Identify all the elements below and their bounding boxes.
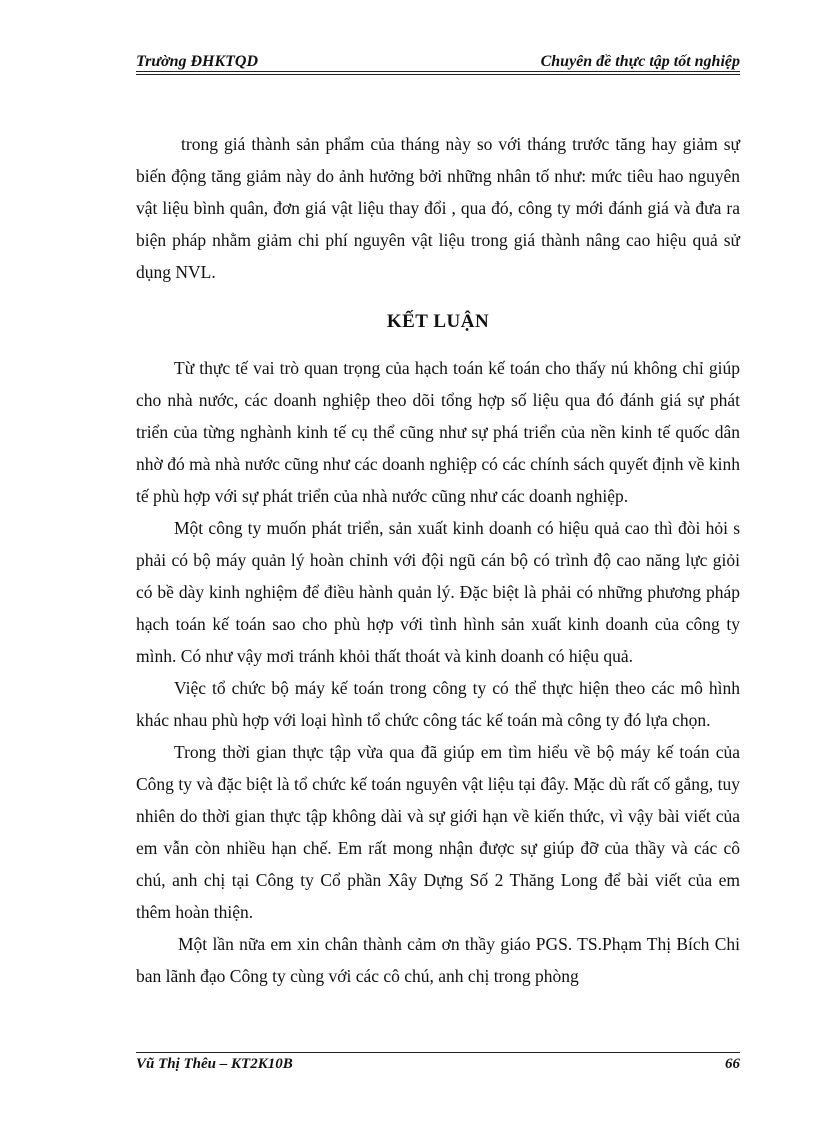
footer-author: Vũ Thị Thêu – KT2K10B [136, 1056, 293, 1072]
page-content [136, 128, 740, 992]
closing-paragraph: Một lần nữa em xin chân thành cảm ơn thầy giáo PGS. TS.Phạm Thị Bích Chi ban lãnh đạo Công ty cùng với các cô chú, anh chị trong phòng [136, 934, 740, 986]
header-divider [136, 71, 740, 75]
header-school: Trường ĐHKTQD [136, 53, 259, 70]
page-footer [136, 1056, 740, 1073]
paragraph-3: Việc tổ chức bộ máy kế toán trong công ty có thể thực hiện theo các mô hình khác nhau phù hợp với loại hình tổ chức công tác kế toán mà công ty đó lựa chọn. [136, 678, 740, 730]
footer-divider [136, 1052, 740, 1053]
paragraph-1: Từ thực tế vai trò quan trọng của hạch toán kế toán cho thấy nú không chỉ giúp cho nhà nước, các doanh nghiệp theo dõi tổng hợp số liệu qua đó đánh giá sự phát triển của từng nghành kinh tế cụ thể cũng như sự phá triển của nền kinh tế quốc dân nhờ đó mà nhà nước cũng như các doanh nghiệp có các chính sách quyết định về kinh tế phù hợp với sự phát triển của nhà nước cũng như các doanh nghiệp. [136, 358, 740, 506]
paragraph-2: Một công ty muốn phát triển, sản xuất kinh doanh có hiệu quả cao thì đòi hỏi s phải có bộ máy quản lý hoàn chỉnh với đội ngũ cán bộ có trình độ cao năng lực giỏi có bề dày kinh nghiệm để điều hành quản lý. Đặc biệt là phải có những phương pháp hạch toán kế toán sao cho phù hợp với tình hình sản xuất kinh doanh của công ty mình. Có như vậy mơi tránh khỏi thất thoát và kinh doanh có hiệu quả. [136, 518, 740, 666]
header-title: Chuyên đề thực tập tốt nghiệp [540, 53, 740, 70]
paragraph-4: Trong thời gian thực tập vừa qua đã giúp em tìm hiểu về bộ máy kế toán của Công ty và đặc biệt là tổ chức kế toán nguyên vật liệu tại đây. Mặc dù rất cố gắng, tuy nhiên do thời gian thực tập không dài và sự giới hạn về kiến thức, vì vậy bài viết của em vẫn còn nhiều hạn chế. Em rất mong nhận được sự giúp đỡ của thầy và các cô chú, anh chị tại Công ty Cổ phần Xây Dựng Số 2 Thăng Long để bài viết của em thêm hoàn thiện. [136, 742, 740, 922]
page-number: 66 [725, 1056, 740, 1072]
section-heading: KẾT LUẬN [386, 311, 490, 332]
intro-paragraph: trong giá thành sản phẩm của tháng này so với tháng trước tăng hay giảm sự biến động tăng giảm này do ảnh hưởng bởi những nhân tố như: mức tiêu hao nguyên vật liệu bình quân, đơn giá vật liệu thay đổi , qua đó, công ty mới đánh giá và đưa ra biện pháp nhằm giảm chi phí nguyên vật liệu trong giá thành nâng cao hiệu quả sử dụng NVL. [136, 134, 740, 282]
page-header [136, 47, 740, 71]
